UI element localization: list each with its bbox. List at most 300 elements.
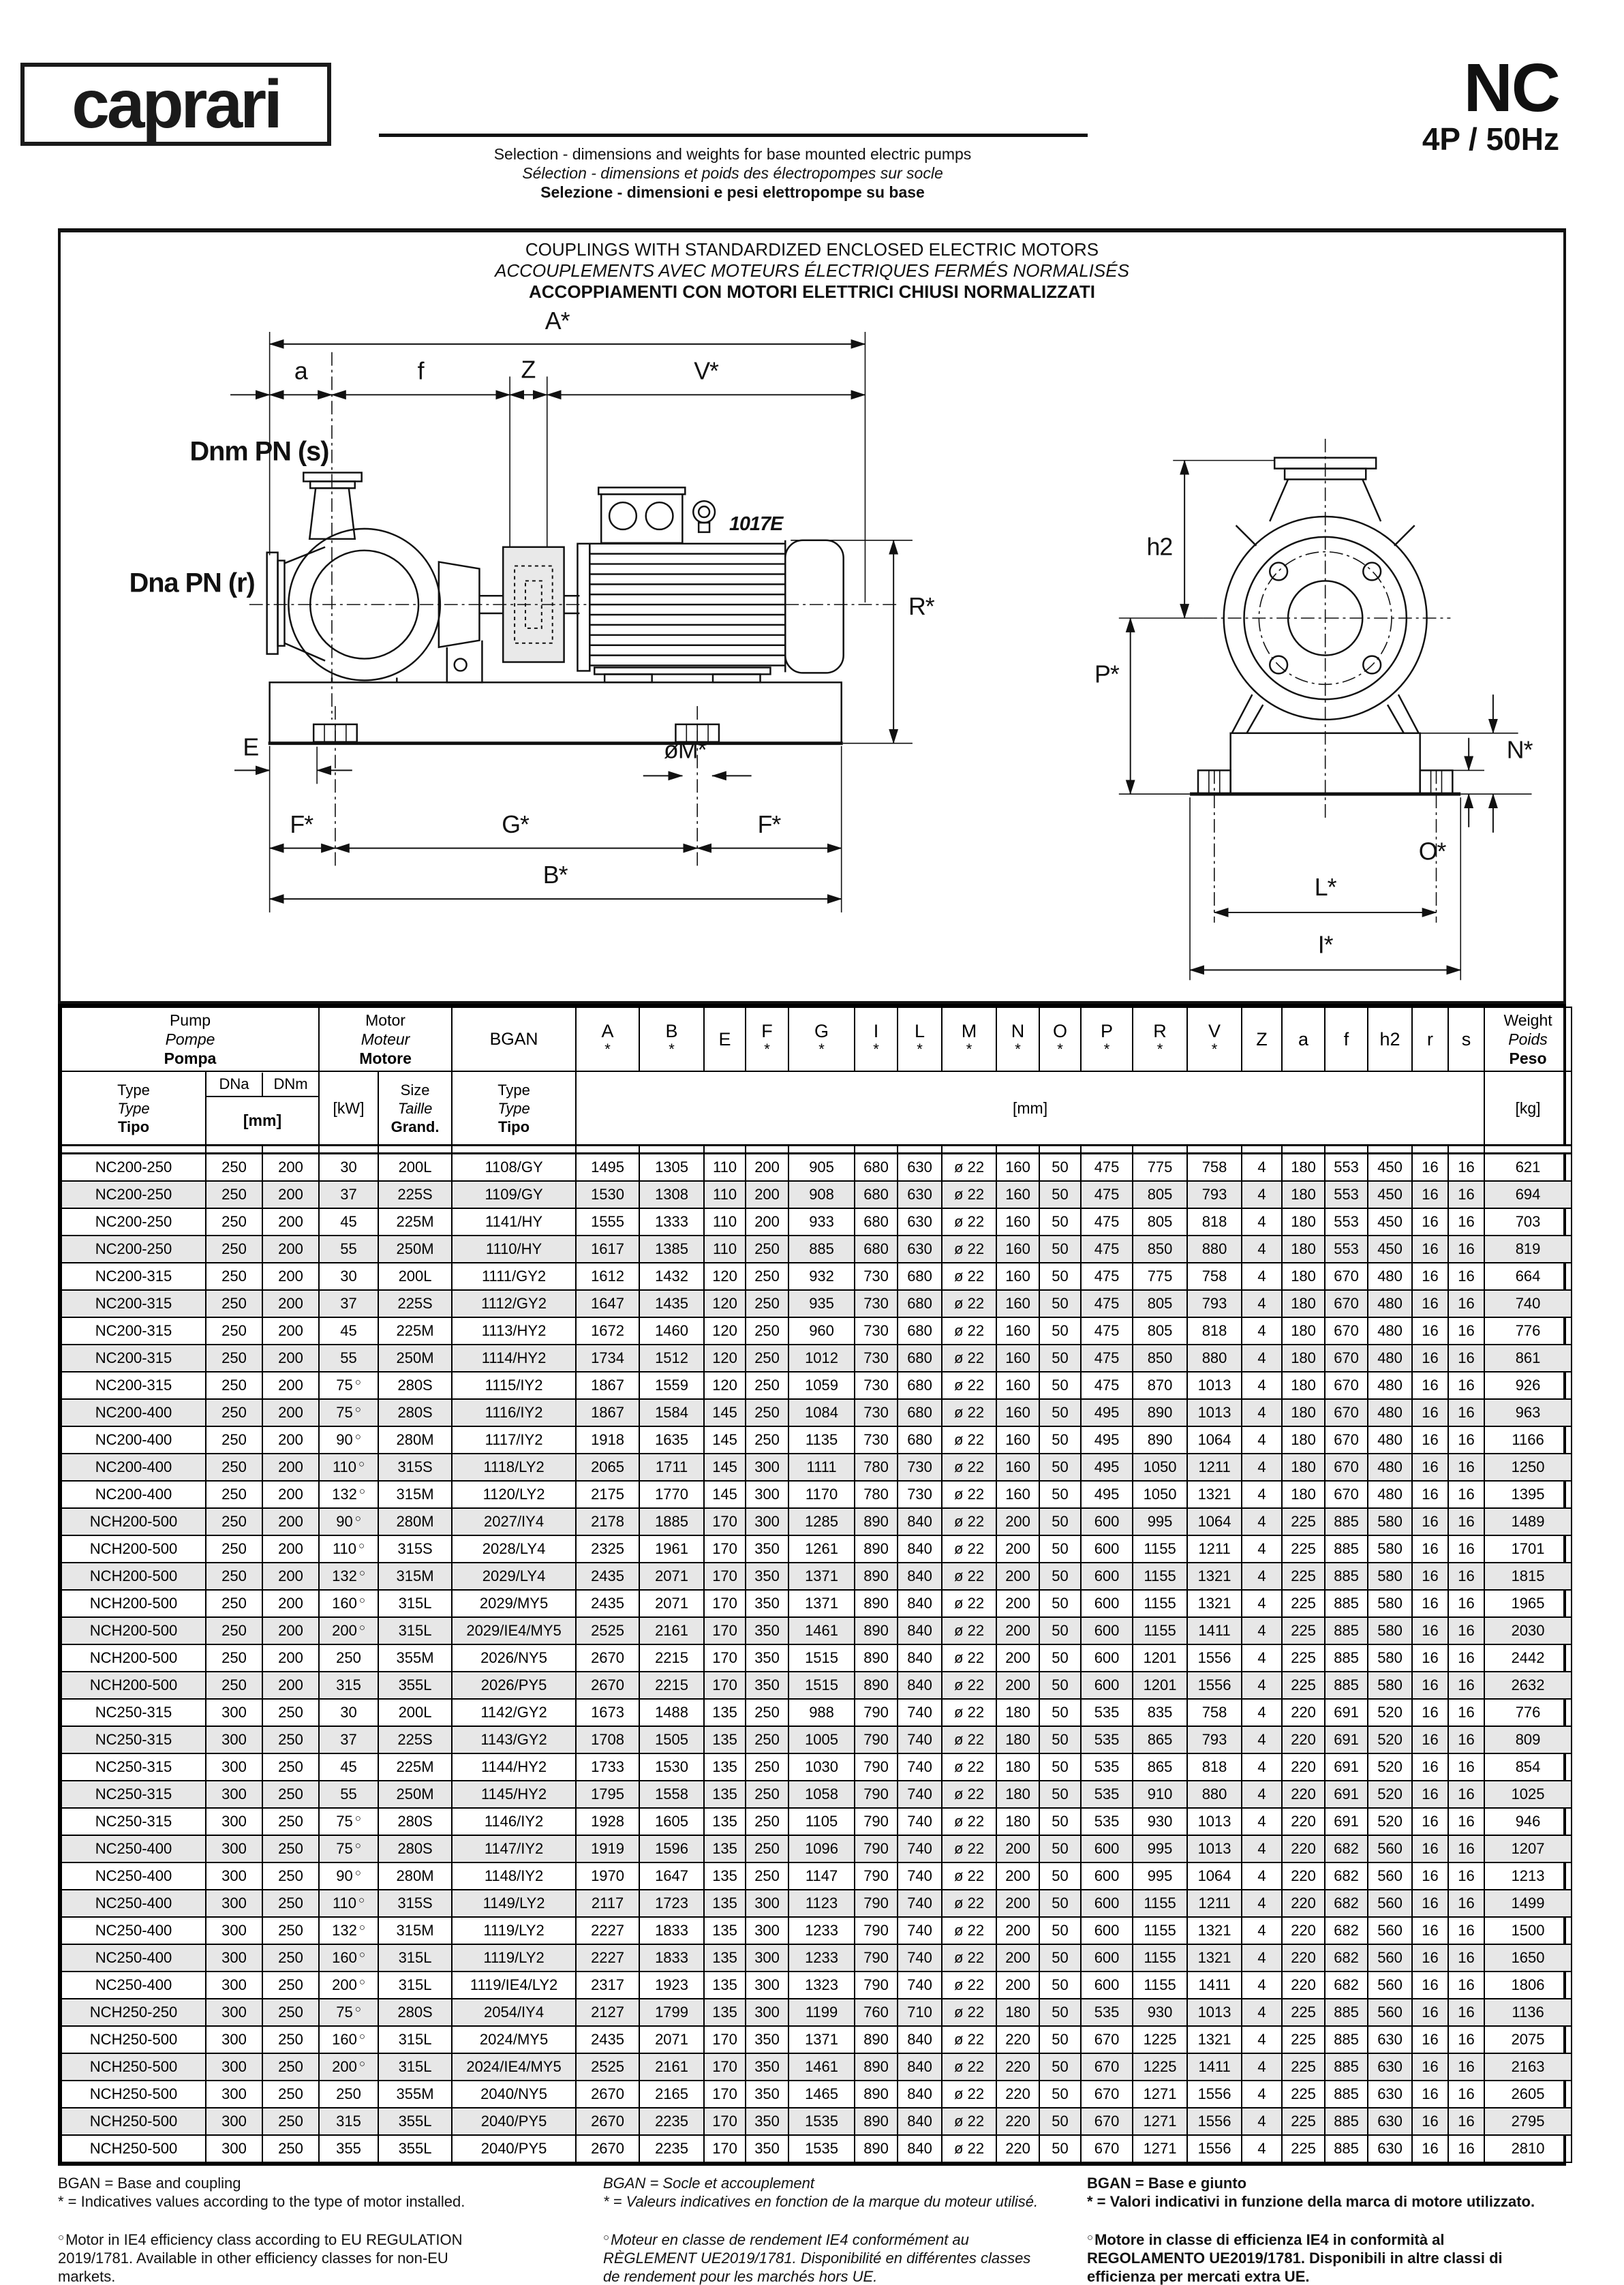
- cell-weight: 963: [1484, 1399, 1572, 1426]
- cell-dim-V: 1321: [1187, 1481, 1242, 1508]
- cell-dim-E: 120: [704, 1317, 746, 1345]
- cell-dnm: 200: [262, 1644, 319, 1672]
- cell-dim-E: 135: [704, 1917, 746, 1944]
- cell-pump-type: NC250-400: [61, 1944, 206, 1972]
- spacer-cell: [855, 1146, 898, 1154]
- cell-bgan-type: 1118/LY2: [452, 1454, 576, 1481]
- cell-dim-I: 890: [855, 1508, 898, 1535]
- cell-dim-O: 50: [1039, 1481, 1081, 1508]
- series-name: NC: [1463, 50, 1559, 126]
- cell-dim-L: 680: [898, 1345, 942, 1372]
- cell-dim-P: 495: [1081, 1426, 1133, 1454]
- header-label: Tipo: [498, 1118, 530, 1135]
- column-dim-A: [576, 1007, 639, 1071]
- cell-dim-a: 180: [1282, 1454, 1325, 1481]
- cell-dim-h2: 560: [1368, 1972, 1412, 1999]
- cell-dim-h2: 480: [1368, 1454, 1412, 1481]
- cell-dim-h2: 450: [1368, 1208, 1412, 1236]
- subtitle-it: Selezione - dimensioni e pesi elettropompe su base: [540, 183, 925, 201]
- cell-dim-B: 1460: [639, 1317, 704, 1345]
- cell-dim-a: 225: [1282, 2081, 1325, 2108]
- cell-dim-E: 170: [704, 2081, 746, 2108]
- cell-motor-size: 315S: [378, 1454, 452, 1481]
- cell-dim-L: 840: [898, 1508, 942, 1535]
- cell-dim-L: 840: [898, 1617, 942, 1644]
- cell-dim-r: 16: [1412, 1972, 1448, 1999]
- cell-dim-B: 1333: [639, 1208, 704, 1236]
- cell-kw: 37: [319, 1726, 378, 1753]
- cell-motor-size: 200L: [378, 1263, 452, 1290]
- cell-dim-r: 16: [1412, 2081, 1448, 2108]
- cell-dim-r: 16: [1412, 1236, 1448, 1263]
- cell-pump-type: NCH200-500: [61, 1563, 206, 1590]
- cell-pump-type: NCH250-500: [61, 2108, 206, 2135]
- header-label: Poids: [1508, 1030, 1548, 1048]
- cell-bgan-type: 1109/GY: [452, 1181, 576, 1208]
- subheader-type: [61, 1071, 206, 1146]
- cell-dim-Z: 4: [1242, 1426, 1282, 1454]
- cell-dim-V: 1064: [1187, 1508, 1242, 1535]
- cell-weight: 2442: [1484, 1644, 1572, 1672]
- cell-weight: 854: [1484, 1753, 1572, 1781]
- cell-dim-G: 1233: [788, 1944, 855, 1972]
- cell-weight: 694: [1484, 1181, 1572, 1208]
- cell-bgan-type: 2024/IE4/MY5: [452, 2053, 576, 2081]
- cell-dna: 300: [206, 1890, 262, 1917]
- cell-dna: 300: [206, 1753, 262, 1781]
- header-label: Pompe: [165, 1030, 215, 1048]
- cell-dim-a: 180: [1282, 1236, 1325, 1263]
- cell-dim-I: 730: [855, 1399, 898, 1426]
- ie4-marker-icon: ○: [358, 1976, 365, 1988]
- cell-kw: 200 ○: [319, 2053, 378, 2081]
- cell-dim-E: 135: [704, 1726, 746, 1753]
- cell-dim-M: ø 22: [942, 1972, 996, 1999]
- cell-pump-type: NC200-315: [61, 1345, 206, 1372]
- cell-kw: 160 ○: [319, 1590, 378, 1617]
- column-dim-L: [898, 1007, 942, 1071]
- cell-dim-V: 1556: [1187, 2108, 1242, 2135]
- series-block: [1422, 50, 1559, 157]
- cell-dim-M: ø 22: [942, 1426, 996, 1454]
- cell-dim-s: 16: [1448, 1345, 1484, 1372]
- cell-dnm: 200: [262, 1590, 319, 1617]
- cell-dim-R: 995: [1133, 1508, 1187, 1535]
- cell-pump-type: NCH200-500: [61, 1590, 206, 1617]
- cell-dim-a: 180: [1282, 1372, 1325, 1399]
- cell-motor-size: 225S: [378, 1290, 452, 1317]
- cell-pump-type: NCH250-500: [61, 2053, 206, 2081]
- cell-dim-s: 16: [1448, 1181, 1484, 1208]
- dim-letter: *: [1103, 1041, 1110, 1058]
- cell-dim-B: 1305: [639, 1154, 704, 1182]
- cell-dim-E: 120: [704, 1372, 746, 1399]
- cell-weight: 2632: [1484, 1672, 1572, 1699]
- cell-dim-a: 220: [1282, 1890, 1325, 1917]
- cell-dim-R: 865: [1133, 1726, 1187, 1753]
- cell-dna: 250: [206, 1535, 262, 1563]
- cell-dim-N: 200: [996, 1617, 1039, 1644]
- cell-dnm: 250: [262, 1999, 319, 2026]
- cell-dim-h2: 580: [1368, 1535, 1412, 1563]
- cell-pump-type: NC200-250: [61, 1208, 206, 1236]
- cell-dna: 300: [206, 2108, 262, 2135]
- cell-pump-type: NC250-315: [61, 1808, 206, 1835]
- cell-dim-a: 180: [1282, 1154, 1325, 1182]
- dim-letter: O: [1053, 1021, 1068, 1041]
- cell-dim-R: 870: [1133, 1372, 1187, 1399]
- column-dim-I: [855, 1007, 898, 1071]
- cell-dim-a: 225: [1282, 2108, 1325, 2135]
- cell-dim-h2: 450: [1368, 1181, 1412, 1208]
- cell-dim-G: 1371: [788, 1590, 855, 1617]
- subheader-kg: [kg]: [1484, 1071, 1572, 1146]
- column-dim-V: [1187, 1007, 1242, 1071]
- cell-dim-P: 475: [1081, 1236, 1133, 1263]
- cell-dim-G: 1371: [788, 2026, 855, 2053]
- subheader-kw: [kW]: [319, 1071, 378, 1146]
- cell-dim-M: ø 22: [942, 2053, 996, 2081]
- cell-dnm: 200: [262, 1426, 319, 1454]
- cell-dim-V: 1013: [1187, 1835, 1242, 1862]
- cell-bgan-type: 1112/GY2: [452, 1290, 576, 1317]
- column-dim-P: [1081, 1007, 1133, 1071]
- dim-label-O: O*: [1418, 838, 1446, 865]
- label-dna: Dna PN (r): [129, 568, 255, 598]
- cell-dnm: 200: [262, 1481, 319, 1508]
- cell-dim-E: 135: [704, 1890, 746, 1917]
- cell-weight: 2030: [1484, 1617, 1572, 1644]
- cell-dnm: 200: [262, 1208, 319, 1236]
- ie4-marker-icon: ○: [358, 1922, 365, 1933]
- footnote-it-circle: ○Motore in classe di efficienza IE4 in conformità al REGOLAMENTO UE2019/1781. Disponibili in altre classi di efficienza per mercati extra UE.: [1087, 2231, 1503, 2285]
- cell-dim-B: 1385: [639, 1236, 704, 1263]
- cell-dim-r: 16: [1412, 2108, 1448, 2135]
- table-row: [61, 1426, 1572, 1454]
- cell-dim-r: 16: [1412, 1590, 1448, 1617]
- cell-dim-L: 740: [898, 1726, 942, 1753]
- cell-dnm: 250: [262, 2081, 319, 2108]
- footnote-en-bgan: BGAN = Base and coupling: [58, 2175, 241, 2192]
- cell-dim-f: 682: [1325, 1917, 1368, 1944]
- cell-dim-O: 50: [1039, 1535, 1081, 1563]
- cell-dim-V: 1321: [1187, 2026, 1242, 2053]
- dn-split: [206, 1073, 318, 1097]
- cell-weight: 1250: [1484, 1454, 1572, 1481]
- cell-motor-size: 355M: [378, 1644, 452, 1672]
- dim-label-V: V*: [694, 357, 718, 385]
- cell-dim-h2: 580: [1368, 1590, 1412, 1617]
- cell-pump-type: NC250-315: [61, 1699, 206, 1726]
- cell-dim-a: 220: [1282, 1753, 1325, 1781]
- cell-dim-O: 50: [1039, 1508, 1081, 1535]
- cell-dim-V: 818: [1187, 1208, 1242, 1236]
- cell-dim-B: 2071: [639, 1590, 704, 1617]
- dim-letter: F: [761, 1021, 773, 1041]
- column-dim-R: [1133, 1007, 1187, 1071]
- cell-dim-r: 16: [1412, 1781, 1448, 1808]
- cell-dim-O: 50: [1039, 1672, 1081, 1699]
- cell-dim-M: ø 22: [942, 1508, 996, 1535]
- cell-dim-B: 1432: [639, 1263, 704, 1290]
- cell-bgan-type: 2029/LY4: [452, 1563, 576, 1590]
- cell-dim-A: 1919: [576, 1835, 639, 1862]
- column-group-motor: [319, 1007, 452, 1071]
- cell-dim-V: 793: [1187, 1290, 1242, 1317]
- cell-dim-s: 16: [1448, 1454, 1484, 1481]
- cell-dim-L: 680: [898, 1317, 942, 1345]
- cell-dnm: 200: [262, 1263, 319, 1290]
- cell-dim-N: 200: [996, 1644, 1039, 1672]
- cell-dim-P: 600: [1081, 1835, 1133, 1862]
- cell-dnm: 200: [262, 1372, 319, 1399]
- cell-dim-I: 680: [855, 1154, 898, 1182]
- table-row: [61, 1290, 1572, 1317]
- cell-dim-P: 600: [1081, 1890, 1133, 1917]
- dim-label-A: A*: [545, 307, 570, 335]
- cell-kw: 55: [319, 1345, 378, 1372]
- cell-dim-F: 250: [746, 1862, 788, 1890]
- cell-dim-I: 890: [855, 2135, 898, 2162]
- cell-dna: 300: [206, 1781, 262, 1808]
- cell-dnm: 200: [262, 1181, 319, 1208]
- cell-dim-M: ø 22: [942, 1535, 996, 1563]
- cell-dim-E: 170: [704, 2108, 746, 2135]
- cell-dim-F: 250: [746, 1290, 788, 1317]
- cell-dim-O: 50: [1039, 1454, 1081, 1481]
- cell-dim-N: 160: [996, 1399, 1039, 1426]
- cell-dim-G: 1147: [788, 1862, 855, 1890]
- cell-dim-P: 475: [1081, 1290, 1133, 1317]
- cell-dim-G: 1135: [788, 1426, 855, 1454]
- cell-motor-size: 315M: [378, 1481, 452, 1508]
- cell-dim-F: 350: [746, 1563, 788, 1590]
- cell-dim-P: 495: [1081, 1399, 1133, 1426]
- cell-dim-s: 16: [1448, 2026, 1484, 2053]
- cell-pump-type: NCH200-500: [61, 1644, 206, 1672]
- cell-dim-V: 793: [1187, 1181, 1242, 1208]
- cell-dna: 300: [206, 2053, 262, 2081]
- cell-dim-A: 1647: [576, 1290, 639, 1317]
- cell-dim-E: 120: [704, 1290, 746, 1317]
- pump-dimensions-table: [61, 1007, 1572, 2163]
- column-dim-N: [996, 1007, 1039, 1071]
- cell-dnm: 250: [262, 1781, 319, 1808]
- cell-dim-V: 880: [1187, 1345, 1242, 1372]
- table-row: [61, 1726, 1572, 1753]
- cell-dim-M: ø 22: [942, 1672, 996, 1699]
- cell-dim-Z: 4: [1242, 2026, 1282, 2053]
- cell-dim-R: 1225: [1133, 2026, 1187, 2053]
- cell-dim-F: 250: [746, 1808, 788, 1835]
- cell-bgan-type: 1117/IY2: [452, 1426, 576, 1454]
- cell-kw: 55: [319, 1781, 378, 1808]
- cell-dim-s: 16: [1448, 1644, 1484, 1672]
- cell-dim-M: ø 22: [942, 1563, 996, 1590]
- cell-dna: 250: [206, 1508, 262, 1535]
- cell-pump-type: NC200-315: [61, 1263, 206, 1290]
- cell-dim-M: ø 22: [942, 1835, 996, 1862]
- cell-motor-size: 315L: [378, 1617, 452, 1644]
- ie4-marker-icon: ○: [354, 1377, 361, 1388]
- cell-dim-s: 16: [1448, 1563, 1484, 1590]
- cell-bgan-type: 2040/NY5: [452, 2081, 576, 2108]
- cell-dim-f: 670: [1325, 1345, 1368, 1372]
- cell-dim-O: 50: [1039, 1590, 1081, 1617]
- cell-dim-h2: 520: [1368, 1808, 1412, 1835]
- cell-dim-O: 50: [1039, 1563, 1081, 1590]
- cell-dnm: 250: [262, 1699, 319, 1726]
- dim-letter: G: [814, 1021, 829, 1041]
- cell-weight: 1213: [1484, 1862, 1572, 1890]
- cell-dim-I: 730: [855, 1372, 898, 1399]
- cell-bgan-type: 2027/IY4: [452, 1508, 576, 1535]
- cell-weight: 621: [1484, 1154, 1572, 1182]
- cell-dim-I: 790: [855, 1808, 898, 1835]
- cell-dim-a: 225: [1282, 1617, 1325, 1644]
- cell-dim-a: 225: [1282, 2053, 1325, 2081]
- cell-dim-a: 220: [1282, 1944, 1325, 1972]
- cell-dna: 300: [206, 1808, 262, 1835]
- cell-dnm: 250: [262, 1944, 319, 1972]
- column-dim-s: [1448, 1007, 1484, 1071]
- cell-dim-Z: 4: [1242, 1535, 1282, 1563]
- column-dim-a: [1282, 1007, 1325, 1071]
- cell-dim-L: 740: [898, 1917, 942, 1944]
- cell-dim-M: ø 22: [942, 1372, 996, 1399]
- cell-dim-G: 960: [788, 1317, 855, 1345]
- cell-dim-Z: 4: [1242, 1999, 1282, 2026]
- cell-pump-type: NC200-315: [61, 1317, 206, 1345]
- dim-letter: *: [1156, 1041, 1163, 1058]
- spacer-cell: [262, 1146, 319, 1154]
- cell-dim-F: 350: [746, 2026, 788, 2053]
- cell-dna: 300: [206, 1835, 262, 1862]
- cell-pump-type: NC250-400: [61, 1862, 206, 1890]
- cell-dnm: 250: [262, 2108, 319, 2135]
- cell-dim-O: 50: [1039, 1317, 1081, 1345]
- cell-dim-h2: 480: [1368, 1317, 1412, 1345]
- cell-dim-V: 1556: [1187, 1644, 1242, 1672]
- dim-letter: *: [1211, 1041, 1218, 1058]
- cell-dim-V: 1064: [1187, 1426, 1242, 1454]
- cell-dim-s: 16: [1448, 1236, 1484, 1263]
- cell-dim-a: 180: [1282, 1399, 1325, 1426]
- cell-dim-s: 16: [1448, 1154, 1484, 1182]
- cell-dim-I: 780: [855, 1454, 898, 1481]
- circle-marker-icon: ○: [603, 2232, 610, 2243]
- cell-dim-I: 730: [855, 1345, 898, 1372]
- cell-dim-V: 1321: [1187, 1563, 1242, 1590]
- spacer-cell: [576, 1146, 639, 1154]
- cell-dim-s: 16: [1448, 1781, 1484, 1808]
- cell-dim-F: 250: [746, 1399, 788, 1426]
- cell-dim-r: 16: [1412, 1345, 1448, 1372]
- cell-dim-P: 670: [1081, 2053, 1133, 2081]
- cell-dim-s: 16: [1448, 1426, 1484, 1454]
- cell-dim-M: ø 22: [942, 1699, 996, 1726]
- dim-label-P: P*: [1094, 660, 1119, 688]
- table-row: [61, 1399, 1572, 1426]
- cell-dim-h2: 520: [1368, 1753, 1412, 1781]
- cell-dim-f: 885: [1325, 2135, 1368, 2162]
- cell-dim-s: 16: [1448, 2135, 1484, 2162]
- cell-dim-F: 300: [746, 1999, 788, 2026]
- cell-kw: 75 ○: [319, 1372, 378, 1399]
- spacer-cell: [378, 1146, 452, 1154]
- cell-dim-O: 50: [1039, 1781, 1081, 1808]
- cell-dim-N: 160: [996, 1345, 1039, 1372]
- cell-motor-size: 315S: [378, 1535, 452, 1563]
- cell-dim-a: 225: [1282, 2026, 1325, 2053]
- dim-letter: *: [764, 1041, 770, 1058]
- cell-dim-r: 16: [1412, 2053, 1448, 2081]
- cell-dim-E: 170: [704, 1672, 746, 1699]
- table-row: [61, 1917, 1572, 1944]
- cell-dim-A: 2525: [576, 1617, 639, 1644]
- cell-dim-a: 225: [1282, 2135, 1325, 2162]
- cell-motor-size: 225S: [378, 1726, 452, 1753]
- cell-dim-a: 225: [1282, 1999, 1325, 2026]
- cell-dim-h2: 560: [1368, 1862, 1412, 1890]
- cell-weight: 1207: [1484, 1835, 1572, 1862]
- cell-pump-type: NC250-400: [61, 1890, 206, 1917]
- diagram-title-en: COUPLINGS WITH STANDARDIZED ENCLOSED ELECTRIC MOTORS: [525, 239, 1099, 260]
- spacer-cell: [452, 1146, 576, 1154]
- cell-dim-B: 1505: [639, 1726, 704, 1753]
- cell-bgan-type: 2024/MY5: [452, 2026, 576, 2053]
- dim-label-E: E: [243, 733, 259, 761]
- cell-dim-Z: 4: [1242, 1372, 1282, 1399]
- table-row: [61, 1862, 1572, 1890]
- cell-dim-A: 2670: [576, 1672, 639, 1699]
- cell-bgan-type: 2029/MY5: [452, 1590, 576, 1617]
- cell-dim-G: 1535: [788, 2135, 855, 2162]
- cell-dim-N: 200: [996, 1590, 1039, 1617]
- cell-dim-V: 1321: [1187, 1917, 1242, 1944]
- dim-label-h2: h2: [1146, 533, 1173, 561]
- cell-dim-B: 1885: [639, 1508, 704, 1535]
- cell-dna: 300: [206, 1726, 262, 1753]
- cell-dim-s: 16: [1448, 1290, 1484, 1317]
- series-spec: 4P / 50Hz: [1422, 121, 1559, 157]
- cell-dim-h2: 630: [1368, 2108, 1412, 2135]
- cell-dim-P: 600: [1081, 1944, 1133, 1972]
- footnote-it: [1087, 2174, 1544, 2285]
- cell-kw: 75 ○: [319, 1399, 378, 1426]
- footnote-en-star: * = Indicatives values according to the type of motor installed.: [58, 2193, 465, 2210]
- cell-dim-f: 670: [1325, 1372, 1368, 1399]
- cell-dim-a: 180: [1282, 1208, 1325, 1236]
- cell-dim-N: 200: [996, 1835, 1039, 1862]
- cell-dnm: 250: [262, 1726, 319, 1753]
- cell-dim-N: 220: [996, 2026, 1039, 2053]
- cell-dim-A: 2325: [576, 1535, 639, 1563]
- cell-bgan-type: 1145/HY2: [452, 1781, 576, 1808]
- cell-dim-r: 16: [1412, 1644, 1448, 1672]
- cell-dim-F: 250: [746, 1317, 788, 1345]
- cell-dim-F: 200: [746, 1208, 788, 1236]
- cell-dnm: 200: [262, 1236, 319, 1263]
- cell-dim-L: 680: [898, 1399, 942, 1426]
- cell-dim-r: 16: [1412, 1290, 1448, 1317]
- logo-text: caprari: [72, 66, 280, 142]
- cell-dim-r: 16: [1412, 1944, 1448, 1972]
- dn-label: DNm: [273, 1075, 308, 1092]
- cell-dim-h2: 560: [1368, 1999, 1412, 2026]
- cell-dim-V: 1064: [1187, 1862, 1242, 1890]
- cell-dim-E: 135: [704, 1753, 746, 1781]
